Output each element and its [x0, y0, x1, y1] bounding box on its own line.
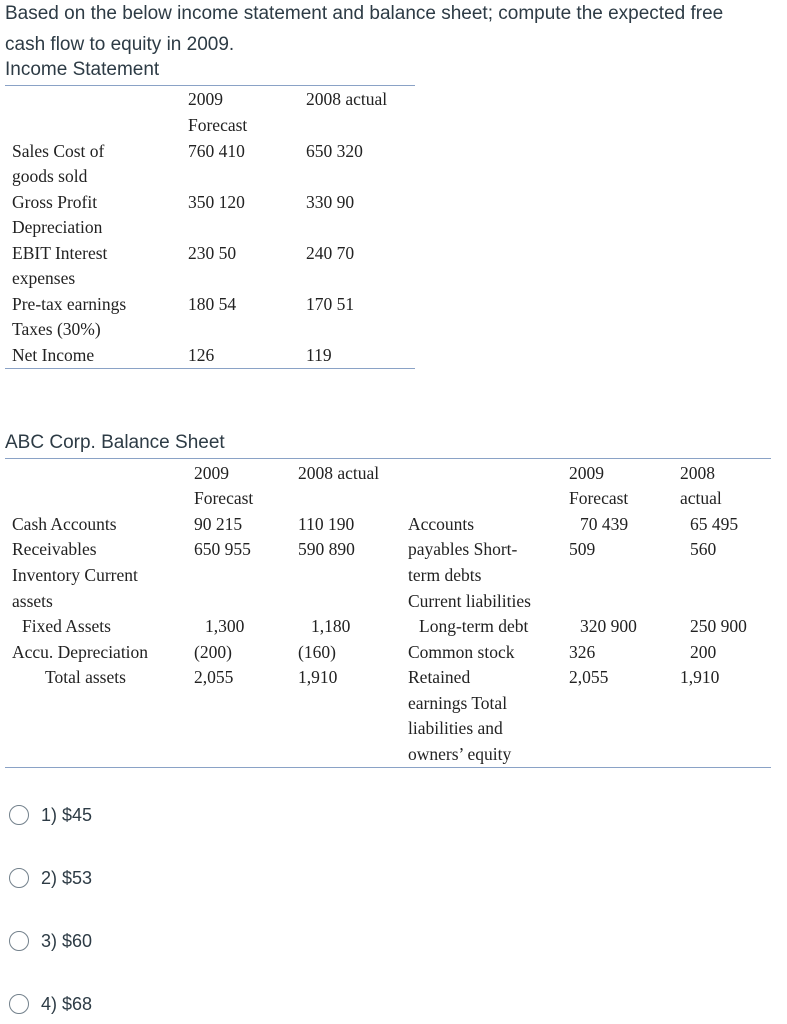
income-col-2008: 2008 actual — [306, 89, 388, 109]
income-statement-title: Income Statement — [5, 59, 160, 80]
balance-right-col-2008: 2008 — [680, 463, 715, 483]
income-value-2008: 240 70 — [306, 243, 355, 263]
income-col-2009: 2009 — [188, 89, 223, 109]
asset-label: Cash Accounts — [12, 514, 117, 534]
income-label: Gross Profit — [12, 192, 98, 212]
income-bottom-rule — [5, 368, 415, 369]
liability-label: Accounts — [408, 514, 475, 534]
balance-sheet-title: ABC Corp. Balance Sheet — [5, 432, 225, 453]
asset-value-2008: 590 890 — [298, 539, 355, 559]
income-value-2009: 760 410 — [188, 141, 245, 161]
balance-right-col-2009: 2009 — [569, 463, 604, 483]
income-value-2008: 170 51 — [306, 294, 355, 314]
income-value-2009: 230 50 — [188, 243, 237, 263]
radio-button-icon[interactable] — [9, 805, 29, 825]
answer-option-label: 1) $45 — [41, 804, 93, 825]
question-line-2: cash flow to equity in 2009. — [5, 34, 235, 55]
balance-bottom-rule — [5, 767, 771, 768]
liability-value-2009: 326 — [569, 642, 596, 662]
answer-option-2[interactable] — [9, 865, 92, 891]
liability-label: Long-term debt — [419, 616, 529, 636]
income-label: Net Income — [12, 345, 95, 365]
liability-value-2009: 70 439 — [580, 514, 629, 534]
income-value-2009: 350 120 — [188, 192, 245, 212]
asset-label: Accu. Depreciation — [12, 642, 149, 662]
liability-value-2009: 2,055 — [569, 667, 609, 687]
asset-label: Inventory Current — [12, 565, 138, 585]
radio-button-icon[interactable] — [9, 931, 29, 951]
liability-label: owners’ equity — [408, 744, 512, 764]
income-label: Depreciation — [12, 217, 103, 237]
balance-col-2009-forecast: Forecast — [194, 488, 254, 508]
liability-label: liabilities and — [408, 718, 503, 738]
liability-value-2008: 560 — [690, 539, 717, 559]
asset-value-2009: 650 955 — [194, 539, 251, 559]
income-value-2008: 330 90 — [306, 192, 355, 212]
income-top-rule — [5, 85, 415, 86]
income-label: goods sold — [12, 166, 88, 186]
balance-col-2009: 2009 — [194, 463, 229, 483]
liability-label: term debts — [408, 565, 482, 585]
liability-value-2008: 250 900 — [690, 616, 747, 636]
income-col-2009-forecast: Forecast — [188, 115, 248, 135]
liability-label: earnings Total — [408, 693, 508, 713]
income-label: Taxes (30%) — [12, 319, 101, 339]
liability-label: payables Short- — [408, 539, 518, 559]
radio-button-icon[interactable] — [9, 994, 29, 1014]
income-value-2009: 180 54 — [188, 294, 237, 314]
liability-label: Common stock — [408, 642, 515, 662]
answer-option-label: 2) $53 — [41, 867, 93, 888]
liability-value-2008: 65 495 — [690, 514, 739, 534]
asset-value-2009: 90 215 — [194, 514, 243, 534]
liability-value-2009: 509 — [569, 539, 596, 559]
income-value-2008: 119 — [306, 345, 332, 365]
asset-value-2009: 1,300 — [205, 616, 245, 636]
liability-value-2008: 1,910 — [680, 667, 720, 687]
answer-option-label: 3) $60 — [41, 930, 93, 951]
liability-value-2009: 320 900 — [580, 616, 637, 636]
question-line-1: Based on the below income statement and balance sheet; compute the expected free — [5, 3, 724, 24]
liability-value-2008: 200 — [690, 642, 717, 662]
income-value-2009: 126 — [188, 345, 215, 365]
liability-label: Current liabilities — [408, 591, 531, 611]
asset-value-2008: (160) — [298, 642, 336, 662]
asset-label: Total assets — [45, 667, 126, 687]
answer-option-3[interactable] — [9, 928, 92, 954]
income-label: EBIT Interest — [12, 243, 108, 263]
asset-value-2008: 110 190 — [298, 514, 355, 534]
asset-label: assets — [12, 591, 53, 611]
balance-top-rule — [5, 458, 771, 459]
answer-option-1[interactable] — [9, 802, 92, 828]
income-label: Pre-tax earnings — [12, 294, 127, 314]
answer-option-label: 4) $68 — [41, 993, 93, 1014]
income-value-2008: 650 320 — [306, 141, 363, 161]
radio-button-icon[interactable] — [9, 868, 29, 888]
asset-value-2008: 1,910 — [298, 667, 338, 687]
liability-label: Retained — [408, 667, 471, 687]
income-label: Sales Cost of — [12, 141, 105, 161]
asset-label: Receivables — [12, 539, 97, 559]
balance-right-col-2008-actual: actual — [680, 488, 722, 508]
asset-value-2008: 1,180 — [311, 616, 351, 636]
asset-value-2009: 2,055 — [194, 667, 234, 687]
balance-right-col-2009-forecast: Forecast — [569, 488, 629, 508]
balance-col-2008: 2008 actual — [298, 463, 380, 483]
answer-option-4[interactable] — [9, 991, 92, 1017]
asset-value-2009: (200) — [194, 642, 232, 662]
income-label: expenses — [12, 268, 76, 288]
asset-label: Fixed Assets — [22, 616, 111, 636]
